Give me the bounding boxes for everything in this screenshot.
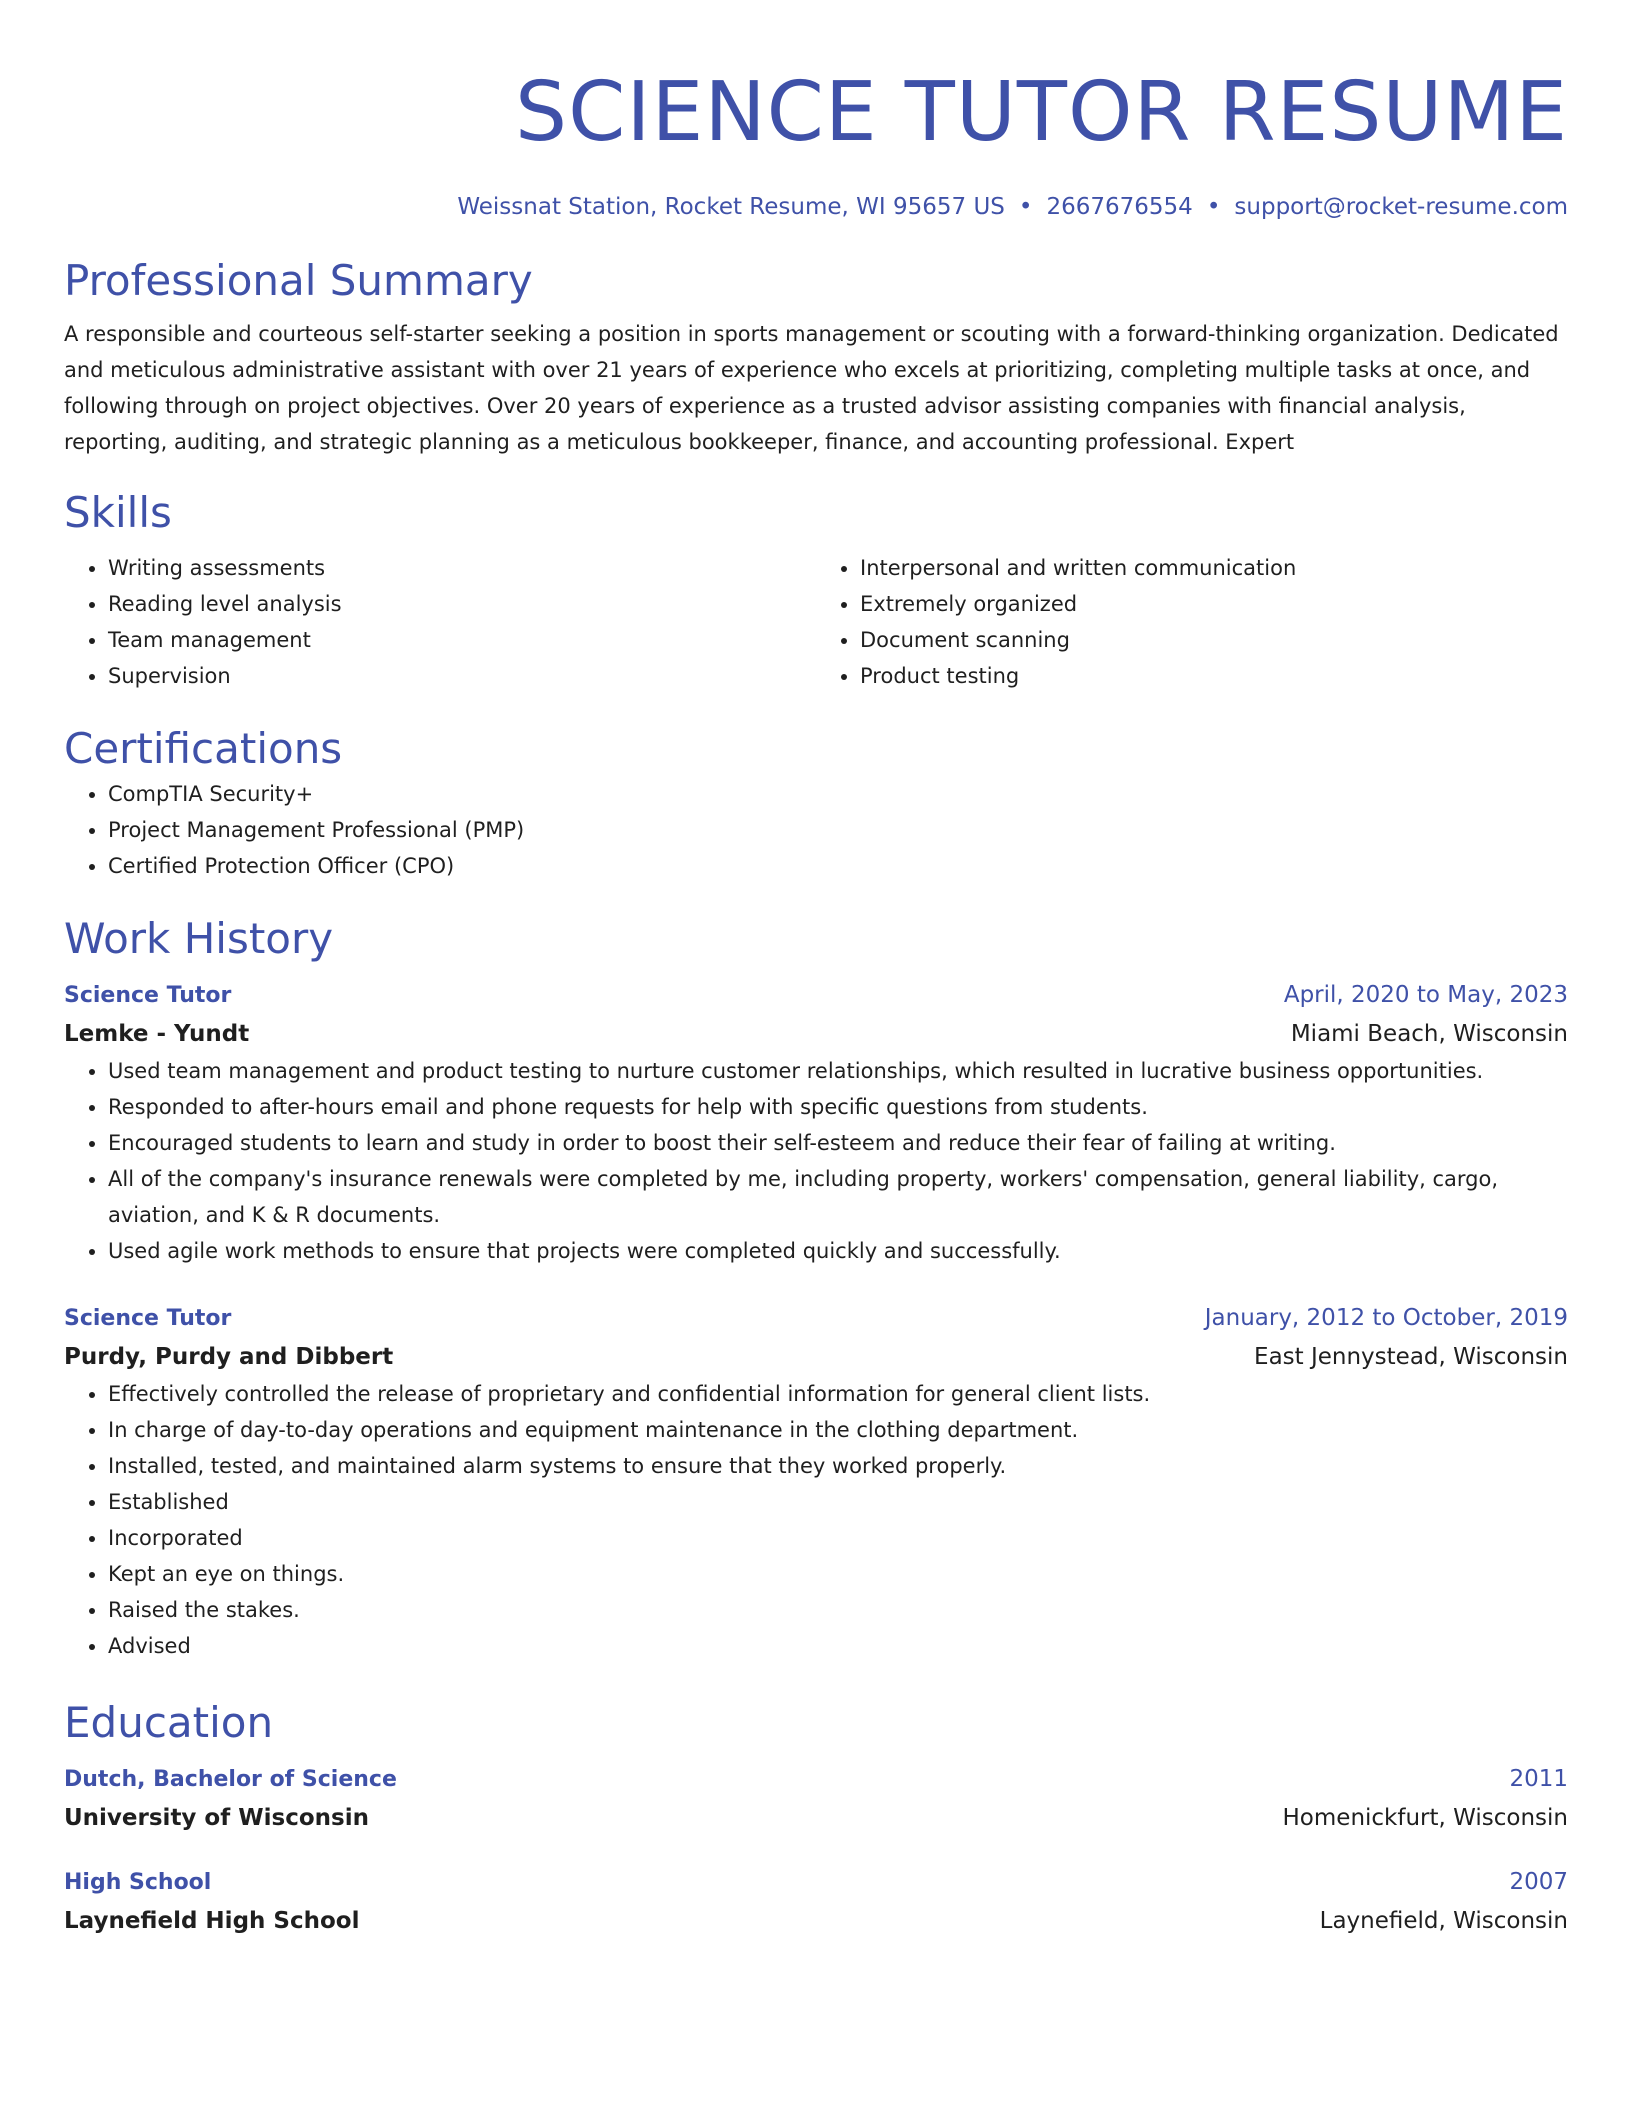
job-header-row xyxy=(64,976,1568,1015)
job-bullet: • Kept an eye on things. xyxy=(108,1556,1568,1592)
education-header-row xyxy=(64,1863,1568,1902)
job-bullet: • Responded to after-hours email and phone requests for help with specific questions from students. xyxy=(108,1089,1568,1125)
job-entry xyxy=(64,976,1568,1269)
contact-separator: • xyxy=(1018,194,1033,220)
skills-grid xyxy=(64,550,1568,694)
skills-column-right xyxy=(816,550,1568,694)
education-location: Laynefield, Wisconsin xyxy=(1319,1908,1568,1934)
education-school: Laynefield High School xyxy=(64,1908,360,1934)
education-header-row xyxy=(64,1760,1568,1799)
contact-separator: • xyxy=(1206,194,1221,220)
skill-item: • Team management xyxy=(108,622,816,658)
job-bullets xyxy=(64,1376,1568,1664)
job-bullet: • Used team management and product testing to nurture customer relationships, which resulted in lucrative business opportunities. xyxy=(108,1053,1568,1089)
job-role: Science Tutor xyxy=(64,983,232,1008)
job-role: Science Tutor xyxy=(64,1306,232,1331)
job-dates: April, 2020 to May, 2023 xyxy=(1283,982,1568,1008)
job-location: East Jennystead, Wisconsin xyxy=(1254,1344,1568,1370)
job-bullet: • Used agile work methods to ensure that projects were completed quickly and successfully. xyxy=(108,1233,1568,1269)
education-degree: High School xyxy=(64,1870,212,1895)
job-header-row xyxy=(64,1299,1568,1338)
resume-name: SCIENCE TUTOR RESUME xyxy=(515,65,1568,160)
job-bullet: • Encouraged students to learn and study in order to boost their self-esteem and reduce their fear of failing at writing. xyxy=(108,1125,1568,1161)
skills-heading: Skills xyxy=(64,488,172,537)
job-bullet: • Installed, tested, and maintained alarm systems to ensure that they worked properly. xyxy=(108,1448,1568,1484)
skill-item: • Interpersonal and written communication xyxy=(860,550,1568,586)
job-bullet: • In charge of day-to-day operations and equipment maintenance in the clothing department. xyxy=(108,1412,1568,1448)
job-company-row xyxy=(64,1338,1568,1376)
resume-header xyxy=(64,58,1568,224)
job-entry xyxy=(64,1299,1568,1664)
certification-item: • Project Management Professional (PMP) xyxy=(108,812,1568,848)
education-school-row xyxy=(64,1799,1568,1837)
job-dates: January, 2012 to October, 2019 xyxy=(1204,1305,1568,1331)
work-history-heading: Work History xyxy=(64,914,334,963)
job-bullets xyxy=(64,1053,1568,1269)
skill-item: • Supervision xyxy=(108,658,816,694)
job-company: Lemke - Yundt xyxy=(64,1021,250,1047)
job-company: Purdy, Purdy and Dibbert xyxy=(64,1344,394,1370)
contact-address: Weissnat Station, Rocket Resume, WI 95657 US xyxy=(457,194,1005,220)
education-school: University of Wisconsin xyxy=(64,1805,369,1831)
skill-item: • Writing assessments xyxy=(108,550,816,586)
education-year: 2011 xyxy=(1509,1766,1568,1792)
certifications-heading: Certifications xyxy=(64,724,343,773)
job-bullet: • All of the company's insurance renewals were completed by me, including property, workers' compensation, general liability, cargo, aviation, and K & R documents. xyxy=(108,1161,1568,1233)
education-entry xyxy=(64,1760,1568,1837)
education-degree: Dutch, Bachelor of Science xyxy=(64,1767,397,1792)
certification-item: • CompTIA Security+ xyxy=(108,776,1568,812)
education-entry xyxy=(64,1863,1568,1940)
summary-heading: Professional Summary xyxy=(64,256,533,305)
education-school-row xyxy=(64,1902,1568,1940)
job-location: Miami Beach, Wisconsin xyxy=(1290,1021,1568,1047)
contact-email: support@rocket-resume.com xyxy=(1234,194,1568,220)
certification-item: • Certified Protection Officer (CPO) xyxy=(108,848,1568,884)
skill-item: • Reading level analysis xyxy=(108,586,816,622)
certifications-list xyxy=(64,776,1568,884)
job-bullet: • Raised the stakes. xyxy=(108,1592,1568,1628)
education-heading: Education xyxy=(64,1698,274,1747)
skill-item: • Product testing xyxy=(860,658,1568,694)
education-year: 2007 xyxy=(1509,1869,1568,1895)
summary-text: A responsible and courteous self-starter seeking a position in sports management or scouting with a forward-thinking organization. Dedicated and meticulous administrative assistant with over 21 years of experience who excels at prioritizing, completing multiple tasks at once, and following through on project objectives. Over 20 years of experience as a trusted advisor assisting companies with financial analysis, reporting, auditing, and strategic planning as a meticulous bookkeeper, finance, and accounting professional. Expert xyxy=(64,322,1559,454)
job-bullet: • Advised xyxy=(108,1628,1568,1664)
skills-list-right xyxy=(816,550,1568,694)
contact-phone: 2667676554 xyxy=(1046,194,1193,220)
skill-item: • Document scanning xyxy=(860,622,1568,658)
job-company-row xyxy=(64,1015,1568,1053)
skill-item: • Extremely organized xyxy=(860,586,1568,622)
job-bullet: • Incorporated xyxy=(108,1520,1568,1556)
contact-line xyxy=(64,190,1568,224)
job-bullet: • Established xyxy=(108,1484,1568,1520)
skills-column-left xyxy=(64,550,816,694)
skills-list-left xyxy=(64,550,816,694)
job-bullet: • Effectively controlled the release of proprietary and confidential information for general client lists. xyxy=(108,1376,1568,1412)
education-location: Homenickfurt, Wisconsin xyxy=(1282,1805,1568,1831)
